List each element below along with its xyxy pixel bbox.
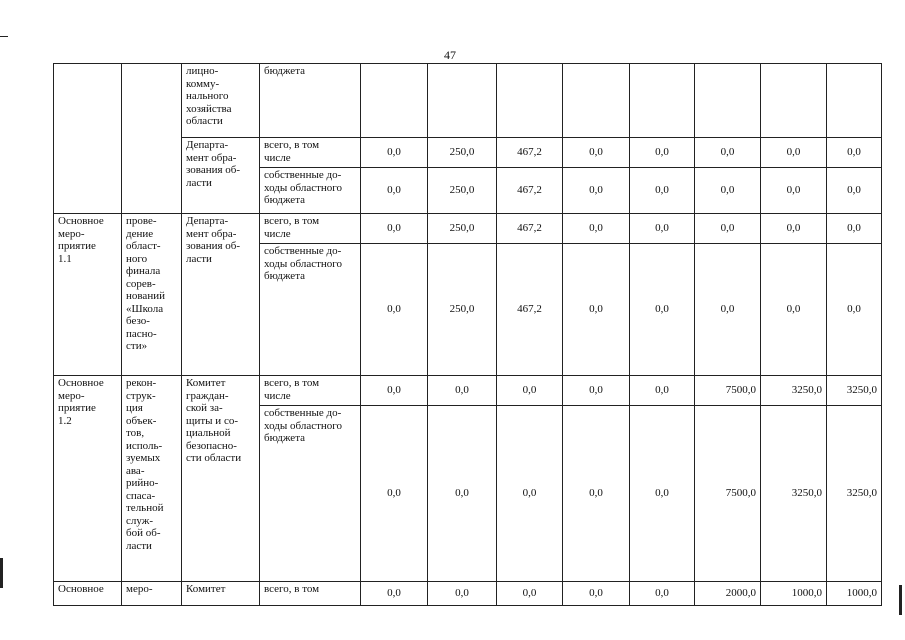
value-cell	[695, 64, 761, 138]
source-cell: собственные до- ходы областного бюджета	[260, 168, 361, 214]
value-cell: 467,2	[497, 168, 563, 214]
value-cell: 3250,0	[827, 376, 882, 406]
page-number: 47	[444, 48, 456, 62]
value-cell: 0,0	[630, 214, 695, 244]
budget-table	[53, 63, 882, 606]
value-cell: 2000,0	[695, 582, 761, 606]
value-cell: 0,0	[630, 406, 695, 582]
value-cell: 0,0	[428, 582, 497, 606]
source-cell: собственные до- ходы областного бюджета	[260, 406, 361, 582]
value-cell	[428, 64, 497, 138]
value-cell: 0,0	[695, 244, 761, 376]
value-cell: 0,0	[630, 168, 695, 214]
value-cell: 0,0	[761, 214, 827, 244]
value-cell: 0,0	[428, 376, 497, 406]
event-name-cell	[122, 64, 182, 214]
measure-cell: Основное	[54, 582, 122, 606]
source-cell: всего, в том	[260, 582, 361, 606]
executor-cell: лицно- комму- нального хозяйства области	[182, 64, 260, 138]
value-cell: 0,0	[827, 168, 882, 214]
source-cell: собственные до- ходы областного бюджета	[260, 244, 361, 376]
executor-cell: Департа- мент обра- зования об- ласти	[182, 214, 260, 376]
value-cell: 0,0	[761, 138, 827, 168]
value-cell: 0,0	[827, 244, 882, 376]
value-cell: 0,0	[361, 582, 428, 606]
table-row	[54, 64, 882, 138]
value-cell: 250,0	[428, 214, 497, 244]
value-cell: 0,0	[563, 376, 630, 406]
measure-cell: Основное меро- приятие 1.1	[54, 214, 122, 376]
value-cell: 1000,0	[827, 582, 882, 606]
value-cell: 3250,0	[827, 406, 882, 582]
value-cell: 467,2	[497, 138, 563, 168]
value-cell: 3250,0	[761, 376, 827, 406]
measure-cell	[54, 64, 122, 214]
source-cell: всего, в том числе	[260, 138, 361, 168]
value-cell	[497, 64, 563, 138]
value-cell	[761, 64, 827, 138]
executor-cell: Комитет граждан- ской за- щиты и со- циальной безопасно- сти области	[182, 376, 260, 582]
value-cell: 467,2	[497, 244, 563, 376]
value-cell: 0,0	[497, 582, 563, 606]
value-cell: 0,0	[563, 244, 630, 376]
value-cell: 250,0	[428, 138, 497, 168]
value-cell: 0,0	[630, 244, 695, 376]
executor-cell: Комитет	[182, 582, 260, 606]
value-cell: 0,0	[361, 406, 428, 582]
event-name-cell: рекон- струк- ция объек- тов, исполь- зуемых ава- рийно- спаса- тельной служ- бой об- ласти	[122, 376, 182, 582]
value-cell: 0,0	[563, 138, 630, 168]
value-cell	[361, 64, 428, 138]
scan-mark-top-left	[0, 36, 8, 37]
value-cell: 7500,0	[695, 406, 761, 582]
source-cell: всего, в том числе	[260, 214, 361, 244]
event-name-cell: меро-	[122, 582, 182, 606]
value-cell: 0,0	[695, 168, 761, 214]
value-cell: 0,0	[761, 244, 827, 376]
value-cell: 0,0	[827, 214, 882, 244]
value-cell: 0,0	[695, 138, 761, 168]
value-cell: 0,0	[361, 244, 428, 376]
value-cell: 1000,0	[761, 582, 827, 606]
value-cell: 0,0	[563, 582, 630, 606]
value-cell	[563, 64, 630, 138]
table-row	[54, 214, 882, 244]
value-cell: 0,0	[827, 138, 882, 168]
value-cell: 0,0	[497, 406, 563, 582]
measure-cell: Основное меро- приятие 1.2	[54, 376, 122, 582]
scan-mark-right-bottom	[899, 585, 902, 615]
value-cell	[827, 64, 882, 138]
scan-mark-left-bottom	[0, 558, 3, 588]
value-cell: 0,0	[361, 168, 428, 214]
table-row	[54, 582, 882, 606]
value-cell: 0,0	[497, 376, 563, 406]
value-cell: 0,0	[630, 138, 695, 168]
value-cell: 0,0	[361, 138, 428, 168]
value-cell: 0,0	[361, 376, 428, 406]
value-cell	[630, 64, 695, 138]
value-cell: 467,2	[497, 214, 563, 244]
value-cell: 3250,0	[761, 406, 827, 582]
value-cell: 0,0	[563, 406, 630, 582]
source-cell: бюджета	[260, 64, 361, 138]
value-cell: 0,0	[361, 214, 428, 244]
value-cell: 0,0	[563, 214, 630, 244]
executor-cell: Департа- мент обра- зования об- ласти	[182, 138, 260, 214]
value-cell: 0,0	[428, 406, 497, 582]
value-cell: 7500,0	[695, 376, 761, 406]
source-cell: всего, в том числе	[260, 376, 361, 406]
value-cell: 0,0	[563, 168, 630, 214]
value-cell: 0,0	[630, 376, 695, 406]
value-cell: 250,0	[428, 168, 497, 214]
event-name-cell: прове- дение област- ного финала сорев- нований «Школа безо- пасно- сти»	[122, 214, 182, 376]
value-cell: 0,0	[761, 168, 827, 214]
value-cell: 250,0	[428, 244, 497, 376]
value-cell: 0,0	[695, 214, 761, 244]
value-cell: 0,0	[630, 582, 695, 606]
table-row	[54, 376, 882, 406]
